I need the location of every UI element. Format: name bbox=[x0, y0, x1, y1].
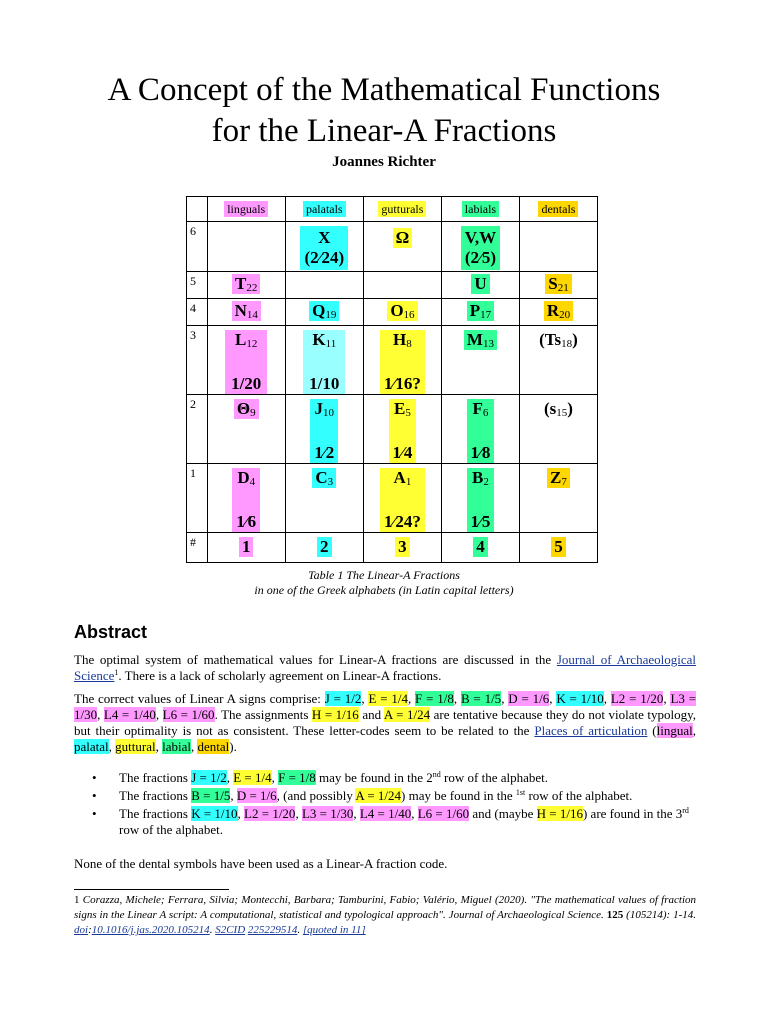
places-link[interactable]: Places of articulation bbox=[534, 723, 648, 738]
doi-label-link[interactable]: doi bbox=[74, 924, 89, 936]
title-line-1: A Concept of the Mathematical Functions bbox=[107, 72, 661, 108]
table-caption: Table 1 The Linear-A Fractions in one of the Greek alphabets (in Latin capital letters) bbox=[254, 568, 514, 597]
list-item: • The fractions J = 1/2, E = 1/4, F = 1/8 may be found in the 2nd row of the alphabet. bbox=[92, 770, 548, 785]
row-label: 6 bbox=[187, 222, 208, 272]
row-label: 3 bbox=[187, 326, 208, 395]
cell-r5-lingual: T22 bbox=[207, 272, 285, 299]
cell-r3-dental: (Ts18) bbox=[519, 326, 597, 395]
s2cid-label-link[interactable]: S2CID bbox=[215, 924, 246, 936]
table-row bbox=[187, 222, 598, 272]
table-row bbox=[187, 395, 598, 464]
fractions-table bbox=[186, 196, 598, 563]
cell-r3-palatal: K11 1/10 bbox=[285, 326, 363, 395]
footnote-divider bbox=[74, 889, 229, 890]
header-gutturals: gutturals bbox=[363, 197, 441, 222]
row-label: # bbox=[187, 533, 208, 563]
cell-hash-4: 4 bbox=[442, 533, 520, 563]
cell-r5-labial: U bbox=[442, 272, 520, 299]
cell-r6-lingual bbox=[207, 222, 285, 272]
doi-link[interactable]: 10.1016/j.jas.2020.105214 bbox=[91, 924, 210, 936]
cell-r5-guttural bbox=[363, 272, 441, 299]
cell-r6-labial: V,W (2⁄5) bbox=[442, 222, 520, 272]
cell-r4-dental: R20 bbox=[519, 299, 597, 326]
quoted-link[interactable]: [quoted in 11] bbox=[302, 924, 366, 936]
cell-r1-labial: B2 1⁄5 bbox=[442, 464, 520, 533]
cell-r2-lingual: Θ9 bbox=[207, 395, 285, 464]
table-row bbox=[187, 326, 598, 395]
cell-r4-palatal: Q19 bbox=[285, 299, 363, 326]
table-row bbox=[187, 533, 598, 563]
s2cid-link[interactable]: 225229514 bbox=[247, 924, 298, 936]
row-label: 4 bbox=[187, 299, 208, 326]
cell-hash-1: 1 bbox=[207, 533, 285, 563]
cell-r6-dental bbox=[519, 222, 597, 272]
cell-r4-labial: P17 bbox=[442, 299, 520, 326]
cell-hash-3: 3 bbox=[363, 533, 441, 563]
bullet-list bbox=[92, 770, 696, 840]
header-palatals: palatals bbox=[285, 197, 363, 222]
cell-r5-dental: S21 bbox=[519, 272, 597, 299]
cell-r1-guttural: A1 1⁄24? bbox=[363, 464, 441, 533]
cell-r4-lingual: N14 bbox=[207, 299, 285, 326]
cell-r1-palatal: C3 bbox=[285, 464, 363, 533]
paragraph-1: The optimal system of mathematical values for Linear-A fractions are discussed in the Journal of Archaeological Science$^1$. There is a lack of scholarly agreement on Linear-A fractions. bbox=[74, 652, 696, 683]
cell-hash-5: 5 bbox=[519, 533, 597, 563]
cell-r2-guttural: E5 1⁄4 bbox=[363, 395, 441, 464]
row-label bbox=[187, 197, 208, 222]
closing-sentence: None of the dental symbols have been used as a Linear-A fraction code. bbox=[74, 856, 448, 871]
journal-link[interactable]: Journal of Archaeological Science bbox=[74, 652, 696, 683]
cell-r6-guttural: Ω bbox=[363, 222, 441, 272]
cell-r3-guttural: H8 1⁄16? bbox=[363, 326, 441, 395]
cell-r3-lingual: L12 1/20 bbox=[207, 326, 285, 395]
cell-r1-lingual: D4 1⁄6 bbox=[207, 464, 285, 533]
table-row bbox=[187, 272, 598, 299]
cell-r2-palatal: J10 1⁄2 bbox=[285, 395, 363, 464]
footnote: 1 Corazza, Michele; Ferrara, Silvia; Montecchi, Barbara; Tamburini, Fabio; Valério, Miguel (2020). "The mathematical values of fraction signs in the Linear A script: A computational, statistical and typological approach". Journal of Archaeological Science. 125 (105214): 1-14. doi:10.1016/j.jas.2020.105214. S2CID 225229514. [quoted in 11] bbox=[74, 894, 697, 936]
cell-r4-guttural: O16 bbox=[363, 299, 441, 326]
abstract-heading: Abstract bbox=[74, 622, 148, 642]
table-row bbox=[187, 299, 598, 326]
row-label: 2 bbox=[187, 395, 208, 464]
page-title bbox=[0, 70, 768, 152]
list-item: • The fractions B = 1/5, D = 1/6, (and possibly A = 1/24) may be found in the $^{1st}$ row of the alphabet. bbox=[92, 788, 633, 803]
header-dentals: dentals bbox=[519, 197, 597, 222]
cell-r2-dental: (s15) bbox=[519, 395, 597, 464]
cell-r3-labial: M13 bbox=[442, 326, 520, 395]
cell-r1-dental: Z7 bbox=[519, 464, 597, 533]
title-line-2: for the Linear-A Fractions bbox=[211, 113, 557, 149]
cell-r5-palatal bbox=[285, 272, 363, 299]
cell-r6-palatal: X (2⁄24) bbox=[285, 222, 363, 272]
row-label: 1 bbox=[187, 464, 208, 533]
list-item: • The fractions K = 1/10, L2 = 1/20, L3 = 1/30, L4 = 1/40, L6 = 1/60 and (maybe H = 1/16) are found in the 3rd row of the alphabet. bbox=[92, 806, 689, 837]
row-label: 5 bbox=[187, 272, 208, 299]
paragraph-2: The correct values of Linear A signs comprise: J = 1/2, E = 1/4, F = 1/8, B = 1/5, D = 1/6, K = 1/10, L2 = 1/20, L3 = 1/30, L4 = 1/40, L6 = 1/60. The assignments H = 1/16 and A = 1/24 are tentative because they do not violate typology, but their optimality is not as consistent. These letter-codes seem to be related to the Places of articulation (lingual, palatal, guttural, labial, dental). bbox=[74, 691, 697, 754]
table-header-row bbox=[187, 197, 598, 222]
cell-hash-2: 2 bbox=[285, 533, 363, 563]
author: Joannes Richter bbox=[332, 154, 436, 170]
header-labials: labials bbox=[442, 197, 520, 222]
table-row bbox=[187, 464, 598, 533]
cell-r2-labial: F6 1⁄8 bbox=[442, 395, 520, 464]
header-linguals: linguals bbox=[207, 197, 285, 222]
